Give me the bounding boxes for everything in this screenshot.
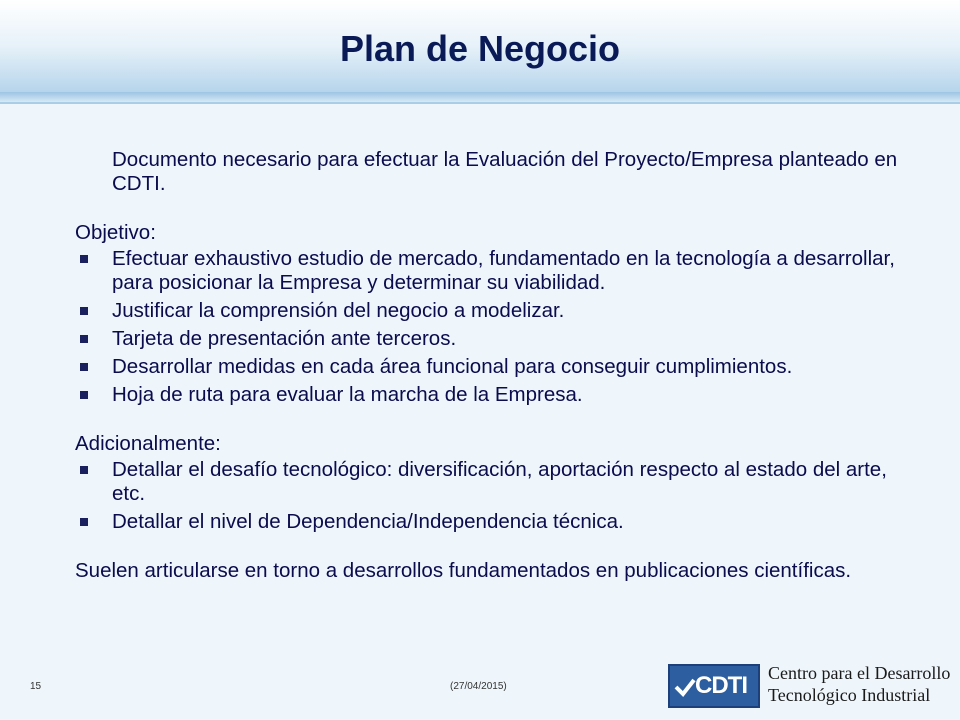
list-item xyxy=(75,355,915,379)
square-bullet-icon xyxy=(80,307,88,315)
logo-text: CDTI xyxy=(695,672,747,699)
page-number: 15 xyxy=(30,681,42,692)
list-item-text: Hoja de ruta para evaluar la marcha de la Empresa. xyxy=(112,383,583,406)
org-line-1: Centro para el Desarrollo xyxy=(768,663,951,683)
list-item-text: Efectuar exhaustivo estudio de mercado, fundamentado en la tecnología a desarrollar, para posicionar la Empresa y determinar su viabilidad. xyxy=(112,247,895,294)
list-item-text: Detallar el nivel de Dependencia/Independencia técnica. xyxy=(112,510,624,533)
objective-label: Objetivo: xyxy=(75,221,156,244)
square-bullet-icon xyxy=(80,518,88,526)
additional-label: Adicionalmente: xyxy=(75,432,221,455)
square-bullet-icon xyxy=(80,335,88,343)
list-item xyxy=(75,327,915,351)
list-item xyxy=(75,383,915,407)
list-item-text: Justificar la comprensión del negocio a modelizar. xyxy=(112,299,565,322)
organization-name xyxy=(768,662,950,706)
list-item-text: Tarjeta de presentación ante terceros. xyxy=(112,327,457,350)
list-item xyxy=(75,299,915,323)
square-bullet-icon xyxy=(80,466,88,474)
org-line-2: Tecnológico Industrial xyxy=(768,685,931,705)
square-bullet-icon xyxy=(80,363,88,371)
list-item xyxy=(75,247,915,295)
slide-title: Plan de Negocio xyxy=(339,28,621,69)
square-bullet-icon xyxy=(80,255,88,263)
intro-paragraph: Documento necesario para efectuar la Evaluación del Proyecto/Empresa planteado en CDTI. xyxy=(112,148,898,195)
list-item-text: Desarrollar medidas en cada área funcional para conseguir cumplimientos. xyxy=(112,355,793,378)
header-band xyxy=(0,92,960,102)
objective-list xyxy=(75,247,915,407)
slide-content xyxy=(75,148,915,583)
list-item xyxy=(75,458,915,506)
checkmark-icon xyxy=(674,676,696,698)
list-item-text: Detallar el desafío tecnológico: diversificación, aportación respecto al estado del arte, etc. xyxy=(112,458,887,505)
footer-date: (27/04/2015) xyxy=(450,681,507,692)
square-bullet-icon xyxy=(80,391,88,399)
closing-paragraph: Suelen articularse en torno a desarrollos fundamentados en publicaciones científicas. xyxy=(75,559,852,582)
list-item xyxy=(75,510,915,534)
additional-list xyxy=(75,458,915,534)
cdti-logo xyxy=(668,664,760,708)
slide-header xyxy=(0,0,960,104)
